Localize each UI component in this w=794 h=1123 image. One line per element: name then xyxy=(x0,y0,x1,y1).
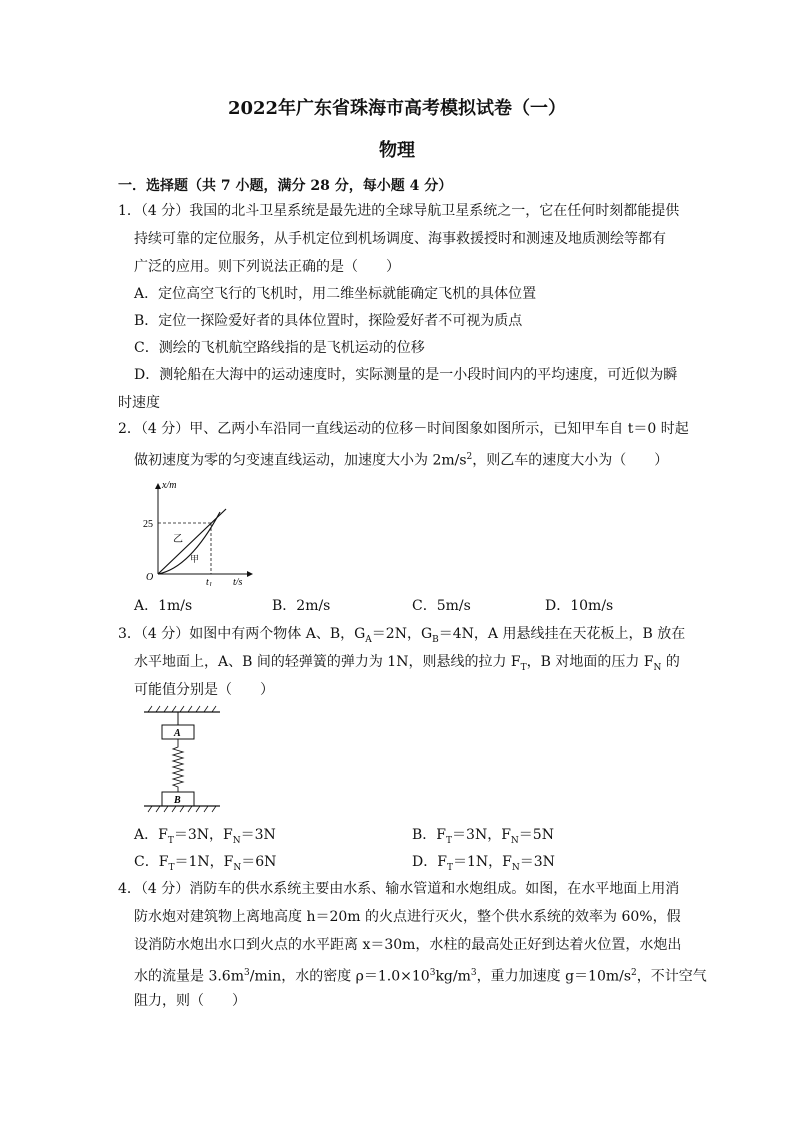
q1-line-3: 广泛的应用。则下列说法正确的是（ ） xyxy=(134,259,400,275)
q2-option-b: B．2m/s xyxy=(272,598,331,614)
q4-line-1: 4．（4 分）消防车的供水系统主要由水系、输水管道和水炮组成。如图，在水平地面上用消 xyxy=(118,881,680,897)
q3-line-1: 3．（4 分）如图中有两个物体 A、B，$G_A=2N$，$G_B=4N$，A 用悬线挂在天花板上，B 放在 xyxy=(118,626,686,645)
xt-graph xyxy=(140,476,260,586)
section-heading: 一．选择题（共 7 小题，满分 28 分，每小题 4 分） xyxy=(118,178,453,194)
q3-option-b: B．$F_T=3N$，$F_N=5N$ xyxy=(412,827,554,846)
q3-option-a: A．$F_T=3N$，$F_N=3N$ xyxy=(134,827,276,846)
q4-line-3: 设消防水炮出水口到火点的水平距离 x＝30m，水柱的最高处正好到达着火位置，水炮出 xyxy=(134,937,682,953)
floor-hatch xyxy=(148,806,216,812)
ceiling-hatch xyxy=(148,706,216,712)
q1-option-a: A．定位高空飞行的飞机时，用二维坐标就能确定飞机的具体位置 xyxy=(134,286,537,302)
x-axis-label: t/s xyxy=(233,577,243,586)
q1-option-b: B．定位一探险爱好者的具体位置时，探险爱好者不可视为质点 xyxy=(134,313,523,329)
y-axis-label: x/m xyxy=(162,480,177,491)
origin-label: O xyxy=(146,572,154,583)
q4-line-5: 阻力，则（ ） xyxy=(134,993,246,1009)
q2-option-c: C．5m/s xyxy=(412,598,471,614)
q3-line-3: 可能值分别是（ ） xyxy=(134,682,274,698)
subject-title: 物理 xyxy=(379,140,415,161)
page-title: 2022年广东省珠海市高考模拟试卷（一） xyxy=(227,98,567,119)
q1-line-1: 1．（4 分）我国的北斗卫星系统是最先进的全球导航卫星系统之一，它在任何时刻都能提供 xyxy=(118,203,680,219)
label-yi: 乙 xyxy=(173,534,183,545)
q2-option-d: D．10m/s xyxy=(545,598,614,614)
label-jia: 甲 xyxy=(190,555,200,565)
q4-line-4: 水的流量是 $3.6m^3/\min$，水的密度 $\rho=1.0\times 10^3kg/m^3$，重力加速度 $g=10m/s^2$，不计空气 xyxy=(134,968,707,985)
q2-line-1: 2．（4 分）甲、乙两小车沿同一直线运动的位移－时间图象如图所示，已知甲车自 t＝0 时起 xyxy=(118,421,689,437)
spring-figure xyxy=(140,705,230,815)
block-a-label: A xyxy=(174,728,181,739)
q2-option-a: A．1m/s xyxy=(134,598,193,614)
x-tick-t1: $t_1$ xyxy=(206,577,213,586)
y-tick-25: 25 xyxy=(143,519,153,530)
spring xyxy=(173,739,183,792)
q1-option-d: D．测轮船在大海中的运动速度时，实际测量的是一小段时间内的平均速度，可近似为瞬 xyxy=(134,367,678,383)
q2-line-2: 做初速度为零的匀变速直线运动，加速度大小为 $2m/s^2$，则乙车的速度大小为（ ） xyxy=(134,452,669,469)
q3-line-2: 水平地面上，A、B 间的轻弹簧的弹力为 1N，则悬线的拉力 $F_T$，B 对地面的压力 $F_N$ 的 xyxy=(134,654,680,673)
q3-option-d: D．$F_T=1N$，$F_N=3N$ xyxy=(412,854,555,873)
q1-option-c: C．测绘的飞机航空路线指的是飞机运动的位移 xyxy=(134,340,425,356)
q4-line-2: 防水炮对建筑物上离地高度 h＝20m 的火点进行灭火，整个供水系统的效率为 60%，假 xyxy=(134,909,681,925)
block-b-label: B xyxy=(174,795,181,806)
q1-line-2: 持续可靠的定位服务，从手机定位到机场调度、海事救援授时和测速及地质测绘等都有 xyxy=(134,231,666,247)
q3-option-c: C．$F_T=1N$，$F_N=6N$ xyxy=(134,854,277,873)
q1-option-d-cont: 时速度 xyxy=(118,395,160,411)
